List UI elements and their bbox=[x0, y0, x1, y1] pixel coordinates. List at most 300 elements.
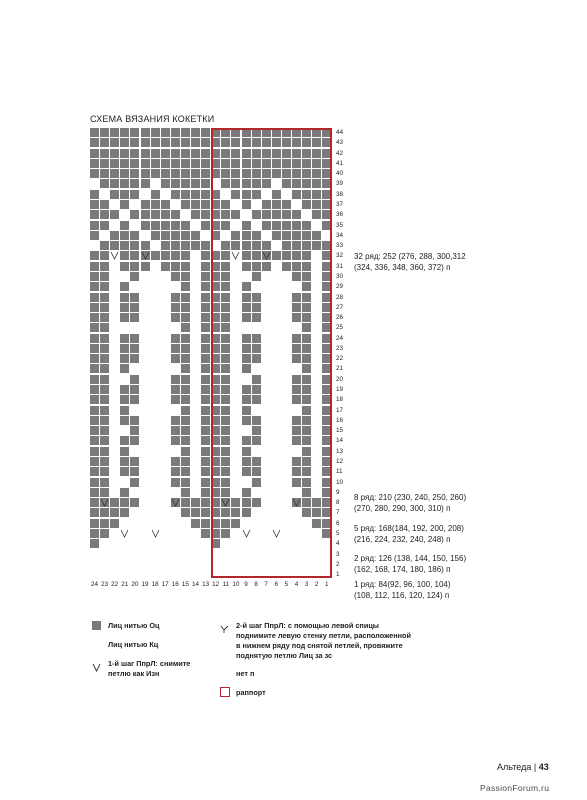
chart-cell bbox=[181, 138, 190, 147]
chart-cell bbox=[141, 149, 150, 158]
chart-cell bbox=[141, 488, 150, 497]
row-number: 10 bbox=[336, 478, 344, 486]
chart-cell bbox=[90, 262, 99, 271]
chart-cell bbox=[110, 200, 119, 209]
chart-cell bbox=[201, 457, 210, 466]
chart-cell bbox=[181, 364, 190, 373]
chart-cell bbox=[90, 498, 99, 507]
chart-cell bbox=[120, 262, 129, 271]
column-number: 8 bbox=[254, 581, 258, 588]
chart-cell bbox=[141, 231, 150, 240]
chart-cell bbox=[151, 282, 160, 291]
column-number: 14 bbox=[191, 581, 199, 588]
chart-cell bbox=[130, 406, 139, 415]
chart-cell bbox=[201, 169, 210, 178]
chart-cell bbox=[171, 190, 180, 199]
chart-cell bbox=[161, 303, 170, 312]
chart-cell bbox=[161, 508, 170, 517]
chart-cell bbox=[161, 128, 170, 137]
chart-cell bbox=[161, 159, 170, 168]
chart-cell bbox=[90, 200, 99, 209]
legend-v1-line1: 1-й шаг ПпрЛ: снимите bbox=[108, 659, 191, 668]
chart-cell bbox=[130, 395, 139, 404]
chart-cell bbox=[191, 200, 200, 209]
chart-cell bbox=[110, 498, 119, 507]
column-number: 2 bbox=[314, 581, 319, 588]
chart-cell bbox=[181, 159, 190, 168]
chart-cell bbox=[191, 550, 200, 559]
chart-cell bbox=[191, 221, 200, 230]
note-row-32-line2: (324, 336, 348, 360, 372) п bbox=[354, 263, 451, 272]
chart-cell bbox=[141, 385, 150, 394]
chart-cell bbox=[120, 344, 129, 353]
chart-cell bbox=[161, 282, 170, 291]
chart-cell bbox=[151, 560, 160, 569]
chart-cell bbox=[191, 570, 200, 579]
chart-cell bbox=[130, 539, 139, 548]
chart-cell bbox=[110, 313, 119, 322]
chart-cell bbox=[141, 426, 150, 435]
chart-cell bbox=[151, 457, 160, 466]
chart-cell bbox=[201, 498, 210, 507]
chart-cell bbox=[110, 262, 119, 271]
chart-cell bbox=[130, 159, 139, 168]
note-row-5-line2: (216, 224, 232, 240, 248) п bbox=[354, 535, 451, 544]
chart-cell bbox=[161, 467, 170, 476]
chart-cell bbox=[201, 313, 210, 322]
chart-cell bbox=[181, 334, 190, 343]
chart-cell bbox=[120, 190, 129, 199]
note-row-5-line1: 5 ряд: 168(184, 192, 200, 208) bbox=[354, 524, 464, 533]
chart-cell bbox=[181, 241, 190, 250]
column-number: 24 bbox=[90, 581, 98, 588]
row-number: 32 bbox=[336, 252, 344, 260]
chart-cell bbox=[201, 447, 210, 456]
note-row-2-line1: 2 ряд: 126 (138, 144, 150, 156) bbox=[354, 554, 467, 563]
column-number: 20 bbox=[131, 581, 139, 588]
column-number: 17 bbox=[161, 581, 169, 588]
chart-cell bbox=[100, 149, 109, 158]
chart-cell bbox=[151, 416, 160, 425]
chart-cell bbox=[181, 550, 190, 559]
chart-cell bbox=[130, 272, 139, 281]
chart-cell bbox=[100, 539, 109, 548]
chart-cell bbox=[110, 519, 119, 528]
row-number: 29 bbox=[336, 283, 344, 291]
chart-cell bbox=[141, 406, 150, 415]
chart-cell bbox=[100, 436, 109, 445]
row-number: 27 bbox=[336, 303, 344, 311]
chart-cell bbox=[120, 169, 129, 178]
column-number: 6 bbox=[274, 581, 279, 588]
chart-cell bbox=[120, 313, 129, 322]
chart-cell bbox=[141, 262, 150, 271]
column-number: 22 bbox=[111, 581, 119, 588]
chart-cell bbox=[100, 190, 109, 199]
chart-cell bbox=[90, 550, 99, 559]
chart-cell bbox=[181, 560, 190, 569]
row-number: 20 bbox=[336, 375, 344, 383]
chart-cell bbox=[90, 241, 99, 250]
chart-cell bbox=[161, 313, 170, 322]
chart-cell bbox=[171, 200, 180, 209]
chart-cell bbox=[171, 231, 180, 240]
chart-cell bbox=[100, 508, 109, 517]
chart-cell bbox=[151, 488, 160, 497]
chart-cell bbox=[151, 190, 160, 199]
chart-cell bbox=[141, 241, 150, 250]
chart-cell bbox=[181, 179, 190, 188]
chart-cell bbox=[120, 426, 129, 435]
chart-cell bbox=[161, 364, 170, 373]
row-number: 37 bbox=[336, 200, 344, 208]
chart-cell bbox=[181, 478, 190, 487]
chart-cell bbox=[201, 149, 210, 158]
chart-cell bbox=[181, 570, 190, 579]
chart-cell bbox=[100, 210, 109, 219]
chart-cell bbox=[110, 395, 119, 404]
chart-cell bbox=[130, 262, 139, 271]
chart-cell bbox=[130, 200, 139, 209]
chart-cell bbox=[120, 128, 129, 137]
chart-cell bbox=[151, 313, 160, 322]
chart-cell bbox=[110, 550, 119, 559]
chart-cell bbox=[151, 344, 160, 353]
chart-cell bbox=[161, 498, 170, 507]
chart-cell bbox=[141, 313, 150, 322]
chart-cell bbox=[141, 293, 150, 302]
chart-cell bbox=[151, 251, 160, 260]
chart-cell bbox=[100, 272, 109, 281]
chart-cell bbox=[130, 375, 139, 384]
chart-cell bbox=[161, 426, 170, 435]
chart-cell bbox=[171, 282, 180, 291]
chart-cell bbox=[201, 272, 210, 281]
chart-cell bbox=[141, 200, 150, 209]
chart-cell bbox=[201, 323, 210, 332]
rapport-swatch bbox=[220, 687, 230, 697]
chart-cell bbox=[181, 149, 190, 158]
chart-cell bbox=[151, 375, 160, 384]
chart-cell bbox=[191, 478, 200, 487]
column-number: 15 bbox=[181, 581, 189, 588]
chart-cell bbox=[130, 231, 139, 240]
chart-cell bbox=[191, 560, 200, 569]
chart-cell bbox=[100, 221, 109, 230]
column-number: 19 bbox=[141, 581, 149, 588]
chart-cell bbox=[161, 478, 170, 487]
legend-dark-label: Лиц нитью Оц bbox=[108, 621, 160, 630]
chart-cell bbox=[120, 385, 129, 394]
chart-cell bbox=[151, 498, 160, 507]
chart-cell bbox=[141, 395, 150, 404]
chart-cell bbox=[141, 272, 150, 281]
chart-cell bbox=[201, 354, 210, 363]
chart-cell bbox=[161, 560, 170, 569]
chart-cell bbox=[161, 519, 170, 528]
chart-cell bbox=[120, 200, 129, 209]
chart-cell bbox=[191, 364, 200, 373]
chart-cell bbox=[90, 231, 99, 240]
chart-cell bbox=[161, 406, 170, 415]
chart-cell bbox=[181, 467, 190, 476]
chart-cell bbox=[171, 323, 180, 332]
chart-cell bbox=[90, 436, 99, 445]
chart-cell bbox=[201, 385, 210, 394]
chart-title: СХЕМА ВЯЗАНИЯ КОКЕТКИ bbox=[90, 114, 215, 124]
chart-cell bbox=[201, 190, 210, 199]
chart-cell bbox=[90, 221, 99, 230]
chart-cell bbox=[171, 447, 180, 456]
note-row-8-line2: (270, 280, 290, 300, 310) п bbox=[354, 504, 451, 513]
chart-cell bbox=[110, 457, 119, 466]
chart-cell bbox=[90, 539, 99, 548]
chart-cell bbox=[100, 334, 109, 343]
chart-cell bbox=[100, 560, 109, 569]
chart-cell bbox=[141, 334, 150, 343]
chart-cell bbox=[110, 570, 119, 579]
chart-cell bbox=[130, 169, 139, 178]
row-number: 40 bbox=[336, 170, 344, 178]
chart-cell bbox=[201, 303, 210, 312]
chart-cell bbox=[130, 467, 139, 476]
chart-cell bbox=[110, 159, 119, 168]
page-footer bbox=[497, 762, 549, 772]
chart-cell bbox=[191, 457, 200, 466]
chart-cell bbox=[171, 488, 180, 497]
chart-cell bbox=[110, 138, 119, 147]
chart-cell bbox=[201, 395, 210, 404]
chart-cell bbox=[110, 467, 119, 476]
chart-cell bbox=[191, 488, 200, 497]
chart-cell bbox=[161, 539, 170, 548]
chart-cell bbox=[191, 406, 200, 415]
chart-cell bbox=[201, 406, 210, 415]
chart-cell bbox=[90, 478, 99, 487]
chart-cell bbox=[201, 231, 210, 240]
chart-cell bbox=[171, 436, 180, 445]
legend-light-label: Лиц нитью Кц bbox=[108, 640, 159, 649]
note-row-32-line1: 32 ряд: 252 (276, 288, 300,312 bbox=[354, 252, 466, 261]
chart-cell bbox=[171, 210, 180, 219]
chart-cell bbox=[161, 323, 170, 332]
chart-cell bbox=[141, 416, 150, 425]
chart-cell bbox=[201, 560, 210, 569]
chart-cell bbox=[110, 354, 119, 363]
chart-cell bbox=[181, 447, 190, 456]
chart-cell bbox=[120, 241, 129, 250]
chart-cell bbox=[100, 395, 109, 404]
chart-cell bbox=[130, 149, 139, 158]
chart-cell bbox=[171, 241, 180, 250]
chart-cell bbox=[161, 395, 170, 404]
chart-cell bbox=[181, 221, 190, 230]
chart-cell bbox=[130, 282, 139, 291]
chart-cell bbox=[141, 498, 150, 507]
chart-cell bbox=[151, 467, 160, 476]
chart-cell bbox=[100, 128, 109, 137]
chart-cell bbox=[181, 323, 190, 332]
chart-cell bbox=[171, 560, 180, 569]
chart-cell bbox=[100, 159, 109, 168]
chart-cell bbox=[110, 323, 119, 332]
chart-cell bbox=[130, 519, 139, 528]
row-number: 11 bbox=[336, 468, 343, 476]
row-number: 33 bbox=[336, 242, 344, 250]
chart-cell bbox=[110, 210, 119, 219]
chart-cell bbox=[151, 200, 160, 209]
chart-cell bbox=[151, 550, 160, 559]
knitting-chart bbox=[90, 128, 334, 580]
chart-cell bbox=[141, 478, 150, 487]
row-number: 35 bbox=[336, 221, 344, 229]
column-number: 13 bbox=[202, 581, 210, 588]
legend-v2-line3: в нижнем ряду под снятой петлей, провяжите bbox=[236, 641, 403, 650]
column-number: 1 bbox=[325, 581, 329, 588]
chart-cell bbox=[171, 375, 180, 384]
chart-cell bbox=[191, 190, 200, 199]
chart-cell bbox=[181, 251, 190, 260]
chart-cell bbox=[191, 149, 200, 158]
chart-cell bbox=[151, 354, 160, 363]
chart-cell bbox=[90, 138, 99, 147]
chart-cell bbox=[161, 375, 170, 384]
chart-cell bbox=[130, 560, 139, 569]
chart-cell bbox=[100, 354, 109, 363]
row-number: 1 bbox=[336, 571, 340, 579]
chart-cell bbox=[181, 529, 190, 538]
chart-cell bbox=[161, 344, 170, 353]
chart-cell bbox=[161, 138, 170, 147]
chart-cell bbox=[130, 210, 139, 219]
chart-cell bbox=[110, 303, 119, 312]
chart-cell bbox=[201, 159, 210, 168]
chart-cell bbox=[181, 190, 190, 199]
chart-cell bbox=[151, 272, 160, 281]
chart-cell bbox=[90, 364, 99, 373]
chart-cell bbox=[90, 375, 99, 384]
chart-cell bbox=[90, 467, 99, 476]
chart-cell bbox=[201, 364, 210, 373]
chart-cell bbox=[130, 385, 139, 394]
chart-cell bbox=[110, 426, 119, 435]
chart-cell bbox=[191, 128, 200, 137]
chart-cell bbox=[130, 570, 139, 579]
chart-cell bbox=[161, 272, 170, 281]
row-number: 2 bbox=[336, 560, 340, 568]
chart-cell bbox=[191, 323, 200, 332]
chart-cell bbox=[90, 406, 99, 415]
rapport-frame bbox=[211, 128, 332, 578]
chart-cell bbox=[171, 344, 180, 353]
chart-cell bbox=[130, 344, 139, 353]
chart-cell bbox=[161, 251, 170, 260]
chart-cell bbox=[130, 447, 139, 456]
chart-cell bbox=[100, 457, 109, 466]
chart-cell bbox=[151, 262, 160, 271]
chart-cell bbox=[181, 426, 190, 435]
chart-cell bbox=[151, 539, 160, 548]
chart-cell bbox=[171, 293, 180, 302]
chart-cell bbox=[100, 406, 109, 415]
chart-cell bbox=[100, 303, 109, 312]
chart-cell bbox=[191, 426, 200, 435]
chart-cell bbox=[110, 128, 119, 137]
chart-cell bbox=[171, 272, 180, 281]
chart-cell bbox=[90, 169, 99, 178]
chart-cell bbox=[201, 539, 210, 548]
chart-cell bbox=[181, 406, 190, 415]
chart-cell bbox=[151, 221, 160, 230]
chart-cell bbox=[201, 344, 210, 353]
chart-cell bbox=[181, 262, 190, 271]
chart-cell bbox=[130, 303, 139, 312]
chart-cell bbox=[141, 560, 150, 569]
chart-cell bbox=[171, 159, 180, 168]
chart-cell bbox=[90, 354, 99, 363]
chart-cell bbox=[191, 519, 200, 528]
chart-cell bbox=[120, 457, 129, 466]
chart-cell bbox=[171, 138, 180, 147]
chart-cell bbox=[161, 447, 170, 456]
chart-cell bbox=[120, 221, 129, 230]
chart-cell bbox=[201, 282, 210, 291]
row-number: 31 bbox=[336, 262, 344, 270]
chart-cell bbox=[141, 519, 150, 528]
chart-cell bbox=[181, 313, 190, 322]
chart-cell bbox=[141, 221, 150, 230]
note-row-1-line2: (108, 112, 116, 120, 124) п bbox=[354, 591, 450, 600]
row-number: 15 bbox=[336, 427, 344, 435]
chart-cell bbox=[120, 303, 129, 312]
chart-cell bbox=[141, 436, 150, 445]
chart-cell bbox=[201, 293, 210, 302]
chart-cell bbox=[130, 416, 139, 425]
chart-cell bbox=[181, 282, 190, 291]
row-number: 18 bbox=[336, 396, 344, 404]
chart-cell bbox=[171, 467, 180, 476]
legend-v2-line4: поднятую петлю Лиц за зс bbox=[236, 651, 333, 660]
chart-cell bbox=[130, 179, 139, 188]
chart-cell bbox=[201, 375, 210, 384]
chart-cell bbox=[161, 570, 170, 579]
chart-cell bbox=[151, 436, 160, 445]
chart-cell bbox=[130, 498, 139, 507]
chart-cell bbox=[191, 293, 200, 302]
chart-cell bbox=[171, 519, 180, 528]
chart-cell bbox=[151, 303, 160, 312]
chart-cell bbox=[90, 519, 99, 528]
chart-cell bbox=[191, 508, 200, 517]
chart-cell bbox=[110, 334, 119, 343]
chart-cell bbox=[100, 488, 109, 497]
chart-cell bbox=[191, 416, 200, 425]
chart-cell bbox=[120, 138, 129, 147]
chart-cell bbox=[120, 231, 129, 240]
row-number: 43 bbox=[336, 139, 344, 147]
chart-cell bbox=[161, 221, 170, 230]
chart-cell bbox=[130, 436, 139, 445]
chart-cell bbox=[90, 210, 99, 219]
row-number: 7 bbox=[336, 509, 340, 517]
chart-cell bbox=[201, 478, 210, 487]
chart-cell bbox=[130, 241, 139, 250]
chart-cell bbox=[100, 262, 109, 271]
chart-cell bbox=[100, 323, 109, 332]
chart-cell bbox=[130, 138, 139, 147]
column-number: 7 bbox=[264, 581, 268, 588]
column-number: 3 bbox=[304, 581, 309, 588]
